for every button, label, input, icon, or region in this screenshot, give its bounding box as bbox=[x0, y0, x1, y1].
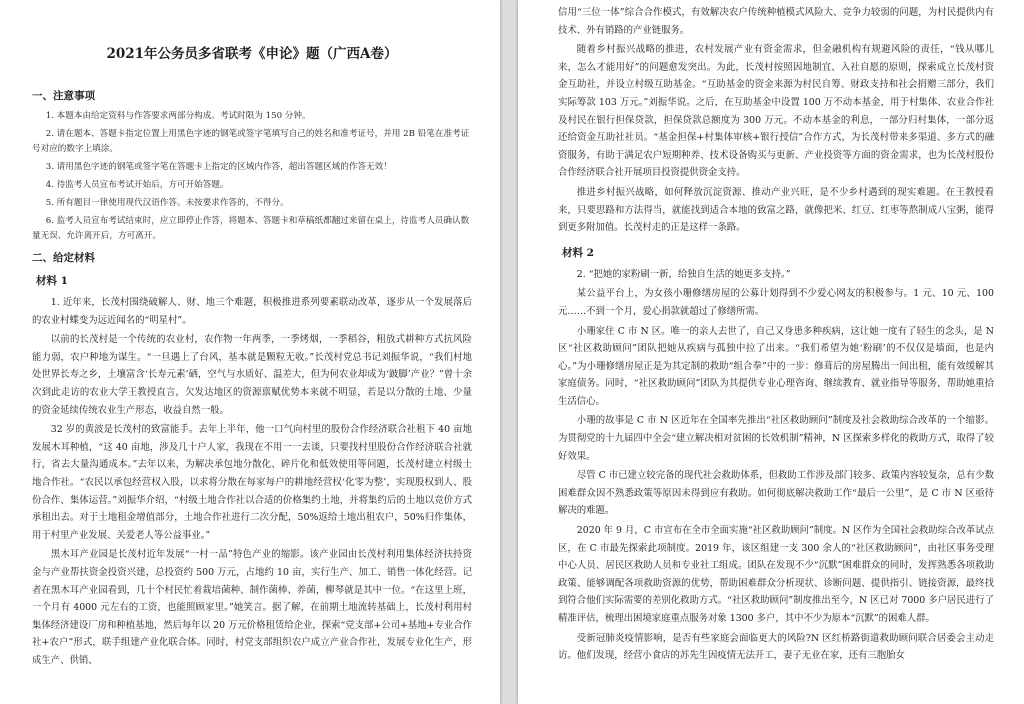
body-paragraph: 尽管 C 市已建立较完备的现代社会救助体系，但救助工作涉及部门较多、政策内容较复杂，总有少数困难群众因不熟悉政策等原因未得到应有救助。如何彻底解决救助工作“最后一公里”，是 C 市 N 区亟待解决的难题。 bbox=[558, 470, 994, 517]
note-item: 6. 监考人员宣布考试结束时，应立即停止作答，将题本、答题卡和草稿纸都翻过来留在桌上，待监考人员确认数量无误、允许离开后，方可离开。 bbox=[32, 216, 470, 241]
note-item: 3. 请用黑色字迹的钢笔或签字笔在答题卡上指定的区域内作答，超出答题区域的作答无效！ bbox=[45, 162, 392, 172]
material-1-heading: 材料 1 bbox=[36, 275, 68, 287]
note-item: 2. 请在题本、答题卡指定位置上用黑色字迹的钢笔或签字笔填写自己的姓名和准考证号，并用 2B 铅笔在准考证号对应的数字上填涂。 bbox=[32, 129, 470, 154]
body-paragraph: 小珊的故事是 C 市 N 区近年在全国率先推出“社区救助顾问”制度及社会救助综合改革的一个缩影。为贯彻党的十九届四中全会“建立解决相对贫困的长效机制”精神，N 区探索多样化的救助方式，取得了较好效果。 bbox=[558, 415, 994, 462]
body-paragraph: 2020 年 9 月，C 市宣布在全市全面实施“社区救助顾问”制度。N 区作为全国社会救助综合改革试点区，在 C 市最先探索此项制度。2019 年，该区组建一支 300 余人的“社区救助顾问”，由社区事务受理中心人员、居民区救助人员和专业社工组成。团队在发现不少“沉默”困难群众的同时，发挥熟悉各项救助政策、能够调配各项救助资源的优势，帮助困难群众分析现状、诊断问题、提供指引、链接资源，最终找到符合他们实际需要的差别化救助方式。“社区救助顾问”制度推出至今，N 区已对 7000 多户居民进行了精准评估，梳理出困境家庭重点服务对象 1300 多户，其中不少为原本“沉默”的困难人群。 bbox=[558, 525, 994, 624]
body-paragraph: 信用“三位一体”综合合作模式，有效解决农户传统种植模式风险大、竞争力较弱的问题，为村民提供内有技术、外有销路的产业链服务。 bbox=[558, 7, 994, 36]
body-paragraph: 推进乡村振兴战略，如何释放沉淀资源、推动产业兴旺，是不少乡村遇到的现实难题。在王教授看来，只要思路和方法得当，就能找到适合本地的致富之路，就像把米、红豆、红枣等熬制成八宝粥，能得到更多附加值。长茂村走的正是这样一条路。 bbox=[558, 186, 994, 234]
note-item: 1. 本题本由给定资料与作答要求两部分构成。考试时限为 150 分钟。 bbox=[45, 111, 311, 121]
section-heading-materials: 二、给定材料 bbox=[32, 252, 95, 264]
note-item: 5. 所有题目一律使用现代汉语作答。未按要求作答的，不得分。 bbox=[45, 198, 289, 208]
body-paragraph: 随着乡村振兴战略的推进，农村发展产业有资金需求，但金融机构有规避风险的责任，“钱从哪儿来，怎么才能用好”的问题愈发突出。为此，长茂村按照因地制宜、入社自愿的原则，探索成立长茂村资金互助社，并设立村级互助基金。“互助基金的资金来源为村民自筹、财政支持和社会捐赠三部分，我们实际筹款 103 万元。”刘振华说。之后，在互助基金中设置 100 万不动本基金，用于村集体、农业合作社及村民在银行担保贷款，担保贷款总额度为 300 万元。不动本基金的利息，一部分归村集体，一部分返还给资金互助社社员。“基金担保+村集体审核+银行授信”合作方式，为长茂村带来多渠道、多方式的融资服务，有助于满足农户短期种养、技术设备购买与更新、产业投资等方面的资金需求，也为长茂村股份合作经济联合社开展项目投资提供资金支持。 bbox=[558, 44, 994, 179]
body-paragraph: 32 岁的黄波是长茂村的致富能手。去年上半年，他一口气向村里的股份合作经济联合社租下 40 亩地发展木耳种植，“这 40 亩地，涉及几十户人家，我现在不用一一去谈，只要找村里股份合作经济联合社就行，省去大量沟通成本。”去年以来，为解决承包地分散化、碎片化和低效使用等问题，长茂村建立村级土地合作社。“农民以承包经营权入股，以求将分散在每家每户的耕地经营权‘化零为整’，实现股权到人、股份合作、集体运营。”刘振华介绍，“村级土地合作社以合适的价格集约土地，并将集约后的土地以竞价方式承租出去。对于土地租金增值部分，土地合作社进行二次分配，50%返给土地出租农户，50%归作集体，用于村里产业发展、关爱老人等公益事业。” bbox=[32, 424, 472, 541]
section-heading-notes: 一、注意事项 bbox=[32, 90, 95, 102]
note-item: 4. 待监考人员宣布考试开始后，方可开始答题。 bbox=[45, 180, 229, 190]
body-paragraph: 受新冠肺炎疫情影响，是否有些家庭会面临更大的风险?N 区红桥路街道救助顾问联合居委会主动走访。他们发现，经营小食店的苏先生因疫情无法开工，妻子无业在家，还有三胞胎女 bbox=[558, 632, 994, 662]
body-paragraph: 2. “把她的家粉刷一新，给独自生活的她更多支持。” bbox=[576, 268, 791, 280]
body-paragraph: 某公益平台上，为女孩小珊修缮房屋的公募计划得到不少爱心网友的积极参与。1 元、10 元、100 元……不到一个月，爱心捐款就超过了修缮所需。 bbox=[558, 288, 994, 317]
body-paragraph: 1. 近年来，长茂村围绕破解人、财、地三个难题，积极推进系列要素联动改革，逐步从一个发展落后的农业村蝶变为远近闻名的“明星村”。 bbox=[32, 297, 472, 326]
body-paragraph: 小珊家住 C 市 N 区。唯一的亲人去世了，自己又身患多种疾病，这让她一度有了轻生的念头，是 N 区“社区救助顾问”团队把她从疾病与孤独中拉了出来。“我们希望为她‘粉刷’的不仅仅是墙面，也是内心。”为小珊修缮房屋正是为其定制的救助“组合拳”中的一步：修葺后的房屋腾出一间出租，能有效缓解其家庭债务。同时，“社区救助顾问”团队为其提供专业心理咨询、继续教育、就业指导等服务，帮助她重拾生活信心。 bbox=[558, 325, 994, 407]
document-page-right bbox=[518, 0, 1024, 704]
document-title: 2021年公务员多省联考《申论》题（广西A卷） bbox=[106, 46, 398, 62]
material-2-heading: 材料 2 bbox=[562, 246, 594, 259]
body-paragraph: 黑木耳产业园是长茂村近年发展“一村一品”特色产业的缩影。该产业园由长茂村利用集体经济扶持资金与产业帮扶资金投资兴建，总投资约 500 万元，占地约 10 亩，实行生产、加工、销售一体化经营。记者在黑木耳产业园看到，几十个村民忙着栽培菌种、制作菌棒、养菌，柳琴就是其中一位。“在这里上班，一个月有 4000 元左右的工资，也能照顾家里。”她笑言。据了解，在前期土地流转基础上，长茂村利用村集体经济建设厂房和种植基地，然后每年以 20 万元价格租赁给企业，探索“党支部+公司+基地+专业合作社+农户”形式，联手组建产业化联合体。同时，村党支部组织农户成立产业合作社，发展专业化生产，形成生产、供销、 bbox=[32, 549, 473, 666]
document-page-left bbox=[0, 0, 500, 704]
body-paragraph: 以前的长茂村是一个传统的农业村，农作物一年两季，一季烤烟，一季稻谷，粗放式耕种方式抗风险能力弱，农户种地为谋生。“一旦遇上了台风，基本就是颗粒无收。”长茂村党总书记刘振华说，“我们村地处世界长寿之乡，土壤富含‘长寿元素’硒，空气与水质好、温差大，但为何农业却成为‘跛脚’产业？”曾十余次到此走访的农业大学王教授直言，欠发达地区的资源禀赋优势本来就不明显，若是以分散的土地、少量的资金延续传统农业生产形态，收益自然一般。 bbox=[32, 334, 472, 416]
